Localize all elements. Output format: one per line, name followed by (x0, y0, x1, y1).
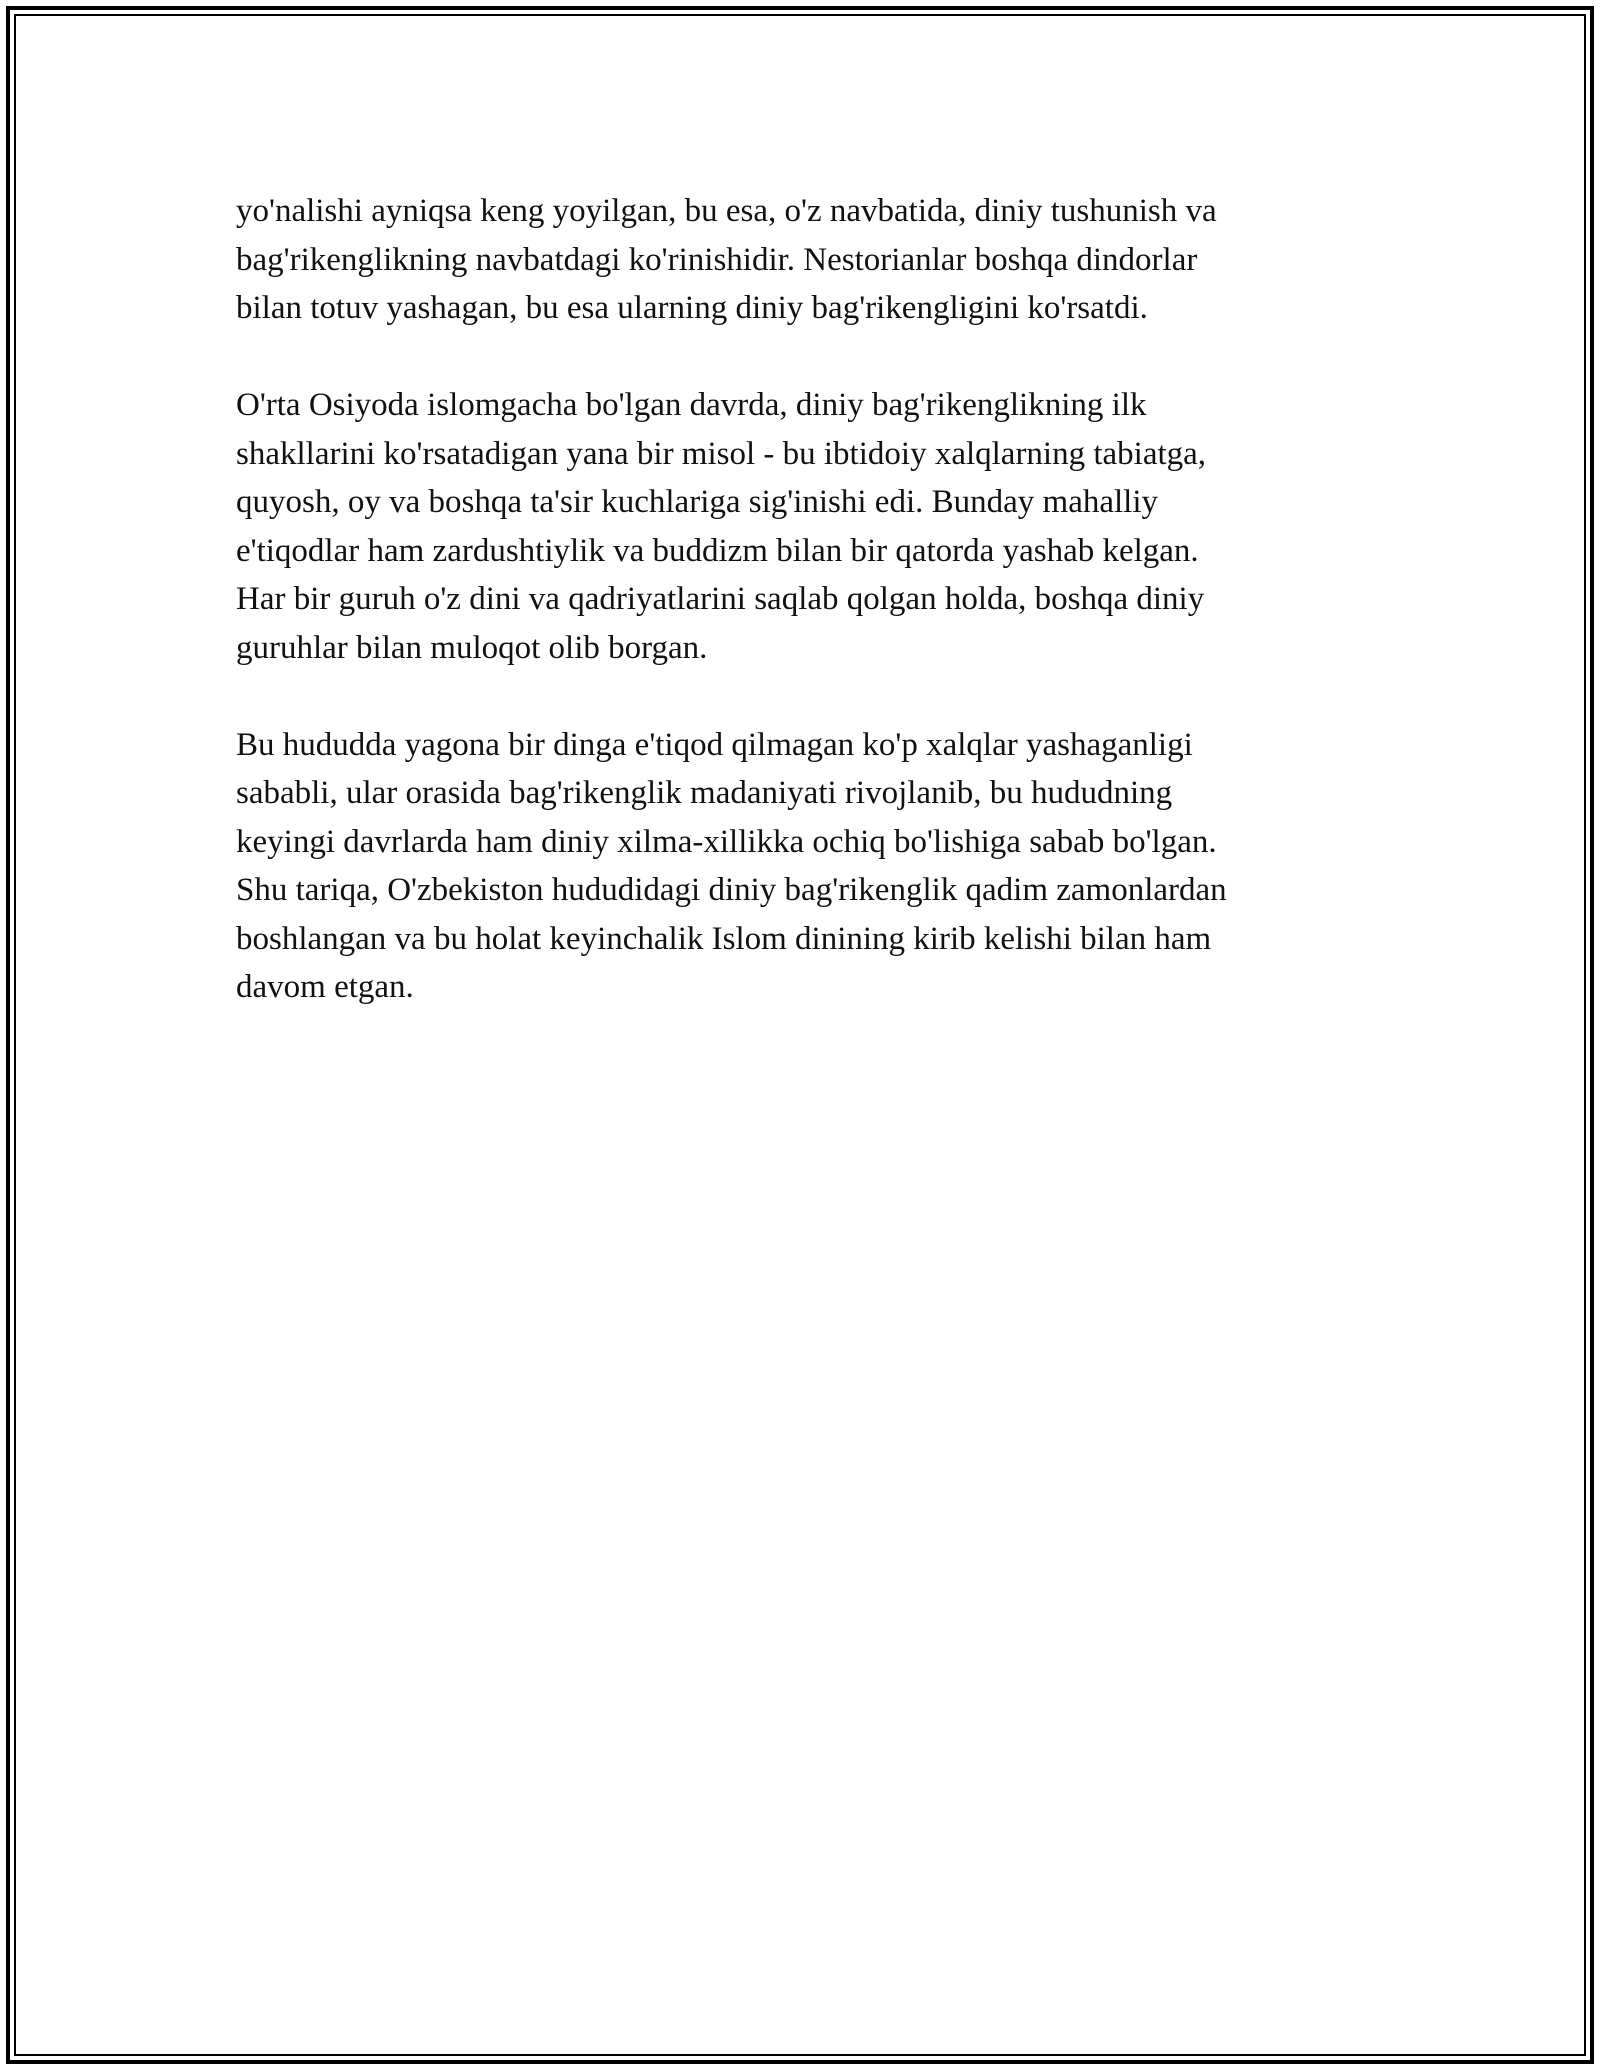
paragraph-1: yo'nalishi ayniqsa keng yoyilgan, bu esa, o'z navbatida, diniy tushunish va bag'rikenglikning navbatdagi ko'rinishidir. Nestorianlar boshqa dindorlar bilan totuv yashagan, bu esa ularning diniy bag'rikengligini ko'rsatdi. (236, 193, 1217, 326)
page-body (236, 187, 1366, 1060)
paragraph-2: O'rta Osiyoda islomgacha bo'lgan davrda, diniy bag'rikenglikning ilk shakllarini ko'rsatadigan yana bir misol - bu ibtidoiy xalqlarning tabiatga, quyosh, oy va boshqa ta'sir kuchlariga sig'inishi edi. Bunday mahalliy e'tiqodlar ham zardushtiylik va buddizm bilan bir qatorda yashab kelgan. Har bir guruh o'z dini va qadriyatlarini saqlab qolgan holda, boshqa diniy guruhlar bilan muloqot olib borgan. (236, 387, 1207, 666)
paragraph-3: Bu hududda yagona bir dinga e'tiqod qilmagan ko'p xalqlar yashaganligi sababli, ular orasida bag'rikenglik madaniyati rivojlanib, bu hududning keyingi davrlarda ham diniy xilma-xillikka ochiq bo'lishiga sabab bo'lgan. Shu tariqa, O'zbekiston hududidagi diniy bag'rikenglik qadim zamonlardan boshlangan va bu holat keyinchalik Islom dinining kirib kelishi bilan ham davom etgan. (236, 726, 1227, 1005)
